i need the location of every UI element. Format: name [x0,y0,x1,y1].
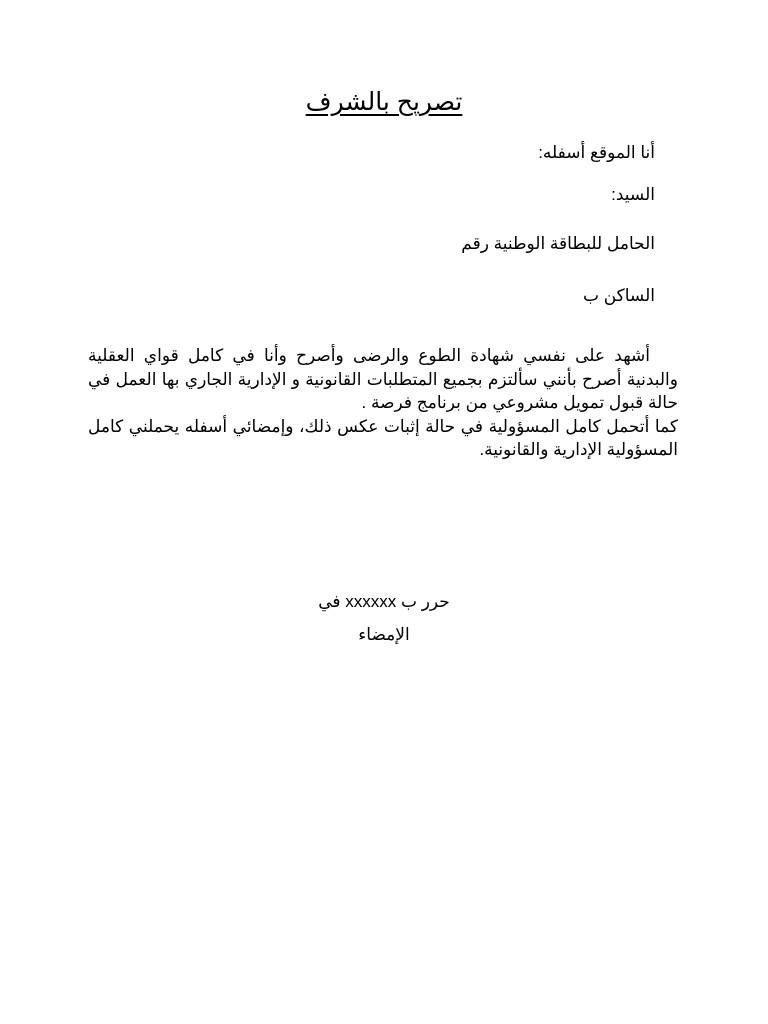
document-title: تصريح بالشرف [305,88,463,116]
signature-label: الإمضاء [358,625,410,644]
written-at-line [0,591,768,613]
body-paragraph-1-text: أشهد على نفسي شهادة الطوع والرضى وأصرح وأنا في كامل قواي العقلية والبدنية أصرح بأنني سألتزم بجميع المتطلبات القانونية و الإدارية الجاري بها العمل في حالة قبول تمويل مشروعي من برنامج فرصة . [88,346,678,413]
body-paragraph-1 [88,344,678,415]
id-card-field: الحامل للبطاقة الوطنية رقم [461,234,655,253]
residence-field: الساكن ب [582,286,655,305]
declaration-body [88,344,678,462]
mister-field: السيد: [611,185,655,204]
written-at-prefix: حرر ب [400,592,450,611]
signer-field: أنا الموقع أسفله: [538,143,655,162]
written-at-suffix: في [318,592,341,611]
body-paragraph-2: كما أتحمل كامل المسؤولية في حالة إثبات عكس ذلك، وإمضائي أسفله يحملني كامل المسؤولية الإدارية والقانونية. [88,416,678,460]
written-at-placeholder: xxxxxx [345,592,397,611]
